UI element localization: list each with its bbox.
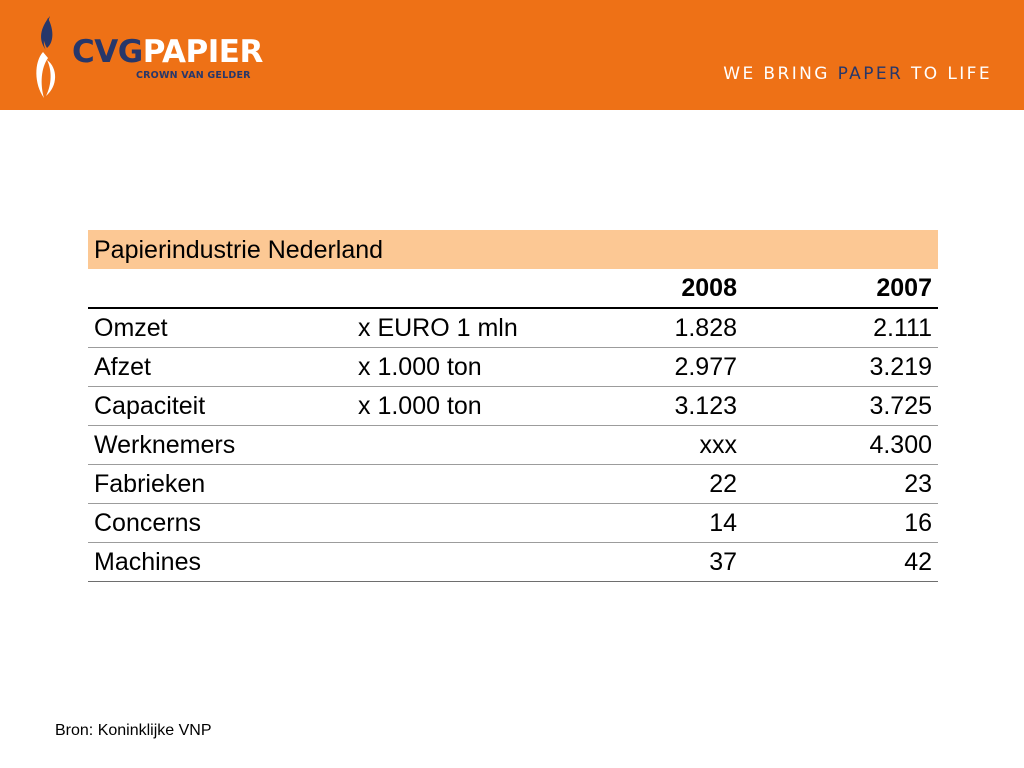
header-year-2008: 2008	[548, 269, 743, 308]
row-label: Werknemers	[88, 426, 352, 465]
table-title-row	[88, 230, 938, 269]
cvg-logo-icon	[32, 14, 62, 100]
tagline-part2: TO LIFE	[903, 64, 992, 84]
row-value-2007: 42	[743, 543, 938, 582]
table-header-row	[88, 269, 938, 308]
row-value-2008: 2.977	[548, 348, 743, 387]
source-note: Bron: Koninklijke VNP	[55, 722, 212, 739]
row-unit: x 1.000 ton	[352, 387, 548, 426]
row-label: Machines	[88, 543, 352, 582]
row-unit: x EURO 1 mln	[352, 308, 548, 348]
table-row	[88, 543, 938, 582]
row-label: Capaciteit	[88, 387, 352, 426]
row-value-2008: 37	[548, 543, 743, 582]
row-value-2008: 3.123	[548, 387, 743, 426]
table-row	[88, 308, 938, 348]
row-unit	[352, 504, 548, 543]
row-value-2008: 14	[548, 504, 743, 543]
table-row	[88, 348, 938, 387]
industry-table	[88, 230, 938, 582]
header-banner	[0, 0, 1024, 110]
row-label: Fabrieken	[88, 465, 352, 504]
logo-papier-text: PAPIER	[142, 34, 263, 70]
row-label: Omzet	[88, 308, 352, 348]
tagline	[723, 64, 992, 84]
row-value-2007: 3.219	[743, 348, 938, 387]
table-row	[88, 465, 938, 504]
logo-wordmark	[72, 34, 263, 70]
tagline-accent: PAPER	[837, 64, 904, 84]
table-row	[88, 426, 938, 465]
row-value-2008: xxx	[548, 426, 743, 465]
row-unit: x 1.000 ton	[352, 348, 548, 387]
row-label: Afzet	[88, 348, 352, 387]
tagline-part1: WE BRING	[723, 64, 838, 84]
logo-cvg-text: CVG	[72, 34, 143, 70]
row-label: Concerns	[88, 504, 352, 543]
row-unit	[352, 465, 548, 504]
header-empty-label	[88, 269, 352, 308]
row-value-2007: 2.111	[743, 308, 938, 348]
header-empty-unit	[352, 269, 548, 308]
row-unit	[352, 543, 548, 582]
row-unit	[352, 426, 548, 465]
row-value-2007: 23	[743, 465, 938, 504]
row-value-2008: 1.828	[548, 308, 743, 348]
row-value-2007: 3.725	[743, 387, 938, 426]
row-value-2007: 4.300	[743, 426, 938, 465]
table-row	[88, 387, 938, 426]
logo-subtitle: CROWN VAN GELDER	[136, 70, 251, 81]
table-title: Papierindustrie Nederland	[88, 230, 938, 269]
header-year-2007: 2007	[743, 269, 938, 308]
table-row	[88, 504, 938, 543]
row-value-2008: 22	[548, 465, 743, 504]
row-value-2007: 16	[743, 504, 938, 543]
